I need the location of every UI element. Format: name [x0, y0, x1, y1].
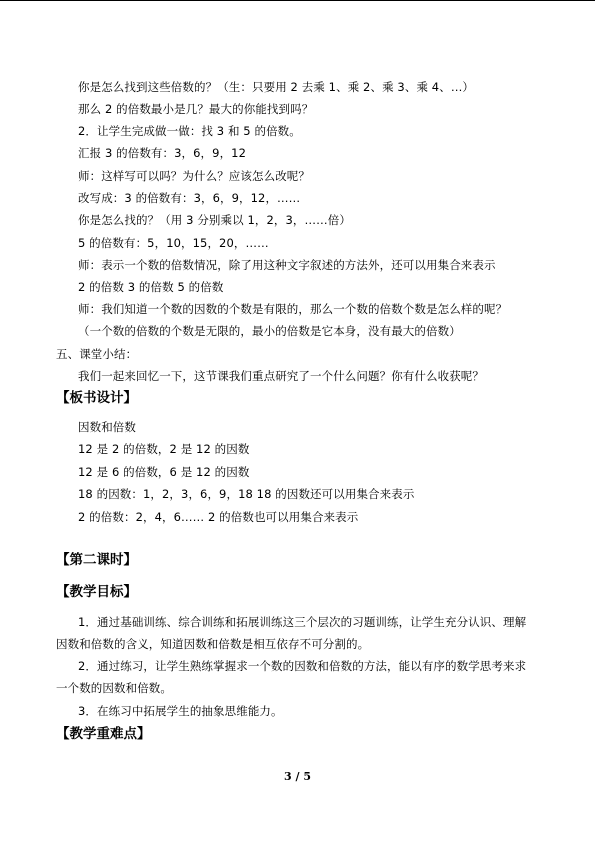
text-line: 师：我们知道一个数的因数的个数是有限的，那么一个数的倍数个数是怎么样的呢？: [78, 302, 508, 316]
text-line: 5 的倍数有：5，10，15，20，……: [78, 236, 269, 250]
second-lesson-heading: 【第二课时】: [56, 552, 137, 568]
text-line: 我们一起来回忆一下，这节课我们重点研究了一个什么问题？你有什么收获呢？: [78, 369, 484, 383]
page-top-border: [0, 0, 595, 1]
board-line: 2 的倍数：2，4，6…… 2 的倍数也可以用集合来表示: [78, 510, 359, 524]
board-line: 18 的因数：1，2，3，6，9，18 18 的因数还可以用集合来表示: [78, 487, 415, 501]
text-line: 师：表示一个数的倍数情况，除了用这种文字叙述的方法外，还可以用集合来表示: [78, 258, 496, 272]
goal-line: 3．在练习中拓展学生的抽象思维能力。: [78, 704, 283, 718]
text-line: 你是怎么找到这些倍数的？（生：只要用 2 去乘 1、乘 2、乘 3、乘 4、…）: [78, 80, 475, 94]
text-line: （一个数的倍数的个数是无限的，最小的倍数是它本身，没有最大的倍数）: [78, 324, 461, 338]
goal-line: 一个数的因数和倍数。: [56, 681, 172, 695]
text-line: 你是怎么找的？（用 3 分别乘以 1，2，3，……倍）: [78, 213, 351, 227]
goal-line: 1．通过基础训练、综合训练和拓展训练这三个层次的习题训练，让学生充分认识、理解: [78, 615, 527, 629]
teaching-goals-heading: 【教学目标】: [56, 584, 137, 600]
board-line: 12 是 2 的倍数，2 是 12 的因数: [78, 442, 250, 456]
text-line: 汇报 3 的倍数有：3，6，9，12: [78, 146, 247, 160]
goal-line: 因数和倍数的含义，知道因数和倍数是相互依存不可分割的。: [56, 637, 370, 651]
text-line: 师：这样写可以吗？为什么？应该怎么改呢？: [78, 169, 310, 183]
board-design-heading: 【板书设计】: [56, 390, 137, 406]
goal-line: 2．通过练习，让学生熟练掌握求一个数的因数和倍数的方法，能以有序的数学思考来求: [78, 659, 527, 673]
section-title-summary: 五、课堂小结：: [56, 347, 138, 361]
text-line: 2 的倍数 3 的倍数 5 的倍数: [78, 280, 224, 294]
page-number: 3 / 5: [284, 770, 311, 783]
key-points-heading: 【教学重难点】: [56, 726, 151, 742]
text-line: 2．让学生完成做一做：找 3 和 5 的倍数。: [78, 124, 301, 138]
board-line: 因数和倍数: [78, 420, 136, 434]
text-line: 改写成：3 的倍数有：3，6，9，12，……: [78, 191, 301, 205]
text-line: 那么 2 的倍数最小是几？最大的你能找到吗？: [78, 102, 314, 116]
board-line: 12 是 6 的倍数，6 是 12 的因数: [78, 465, 250, 479]
